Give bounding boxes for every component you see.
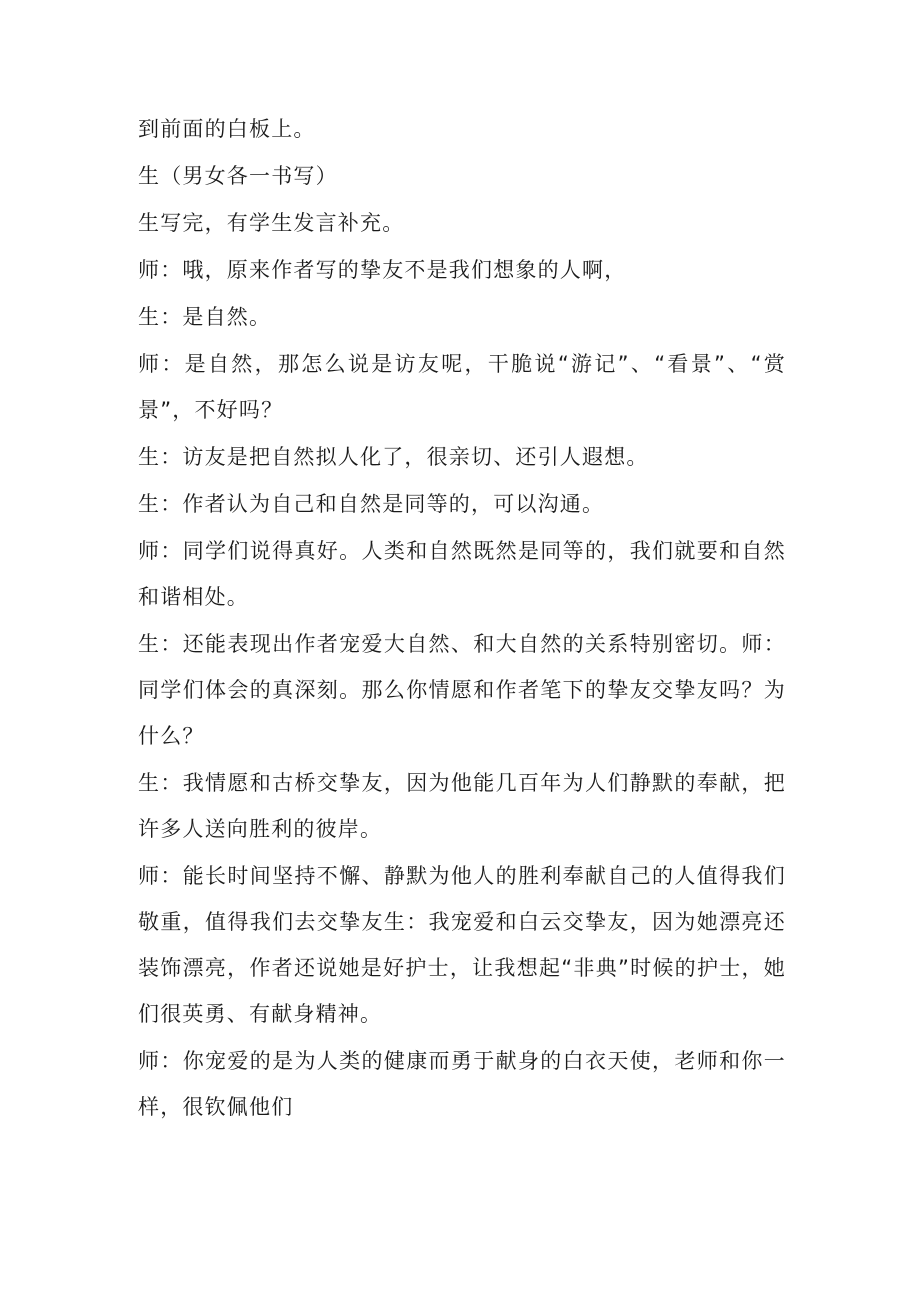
paragraph: 生：访友是把自然拟人化了，很亲切、还引人遐想。 [138, 445, 649, 469]
paragraph: 生（男女各一书写） [138, 164, 338, 188]
paragraph: 生写完，有学生发言补充。 [138, 211, 405, 235]
paragraph: 到前面的白板上。 [138, 117, 316, 141]
paragraph: 生：是自然。 [138, 305, 272, 329]
paragraph: 师：哦，原来作者写的挚友不是我们想象的人啊， [138, 258, 627, 282]
paragraph: 师：能长时间坚持不懈、静默为他人的胜利奉献自己的人值得我们敬重，值得我们去交挚友生：我宠爱和白云交挚友，因为她漂亮还装饰漂亮，作者还说她是好护士，让我想起“非典”时候的护士，她们很英勇、有献身精神。 [138, 864, 786, 1026]
paragraph: 师：你宠爱的是为人类的健康而勇于献身的白衣天使，老师和你一样，很钦佩他们 [138, 1049, 786, 1119]
paragraph: 生：我情愿和古桥交挚友，因为他能几百年为人们静默的奉献，把许多人送向胜利的彼岸。 [138, 771, 786, 841]
paragraph: 生：作者认为自己和自然是同等的，可以沟通。 [138, 492, 605, 516]
paragraph: 师：是自然，那怎么说是访友呢，干脆说“游记”、“看景”、“赏景”，不好吗？ [138, 352, 786, 422]
paragraph: 师：同学们说得真好。人类和自然既然是同等的，我们就要和自然和谐相处。 [138, 539, 786, 609]
document-body [138, 106, 786, 1130]
paragraph: 生：还能表现出作者宠爱大自然、和大自然的关系特别密切。师：同学们体会的真深刻。那么你情愿和作者笔下的挚友交挚友吗？为什么？ [138, 632, 786, 748]
